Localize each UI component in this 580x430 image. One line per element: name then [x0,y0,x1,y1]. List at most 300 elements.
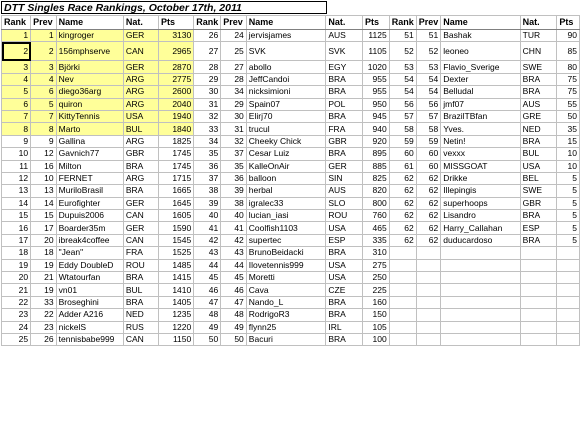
empty-cell[interactable] [520,272,557,284]
cell-rank[interactable]: 19 [2,259,31,271]
cell-pts[interactable]: 1525 [159,247,194,259]
cell-rank[interactable]: 36 [194,160,221,172]
cell-pts[interactable]: 1485 [159,259,194,271]
cell-prev[interactable]: 30 [221,110,247,122]
cell-rank[interactable]: 29 [194,73,221,85]
cell-pts[interactable]: 940 [362,123,389,135]
cell-rank[interactable]: 42 [194,234,221,246]
cell-nat[interactable]: CHN [520,42,557,61]
cell-prev[interactable]: 37 [221,148,247,160]
empty-cell[interactable] [441,284,520,296]
cell-name[interactable]: jervisjames [246,30,326,42]
cell-name[interactable]: KalleOnAir [246,160,326,172]
cell-prev[interactable]: 54 [416,73,441,85]
cell-name[interactable]: Bacuri [246,333,326,345]
cell-nat[interactable]: BRA [520,73,557,85]
cell-prev[interactable]: 59 [416,135,441,147]
cell-rank[interactable]: 33 [194,123,221,135]
header-name[interactable]: Name [441,16,520,30]
cell-rank[interactable]: 12 [2,172,31,184]
cell-prev[interactable]: 52 [416,42,441,61]
empty-cell[interactable] [441,259,520,271]
cell-pts[interactable]: 1545 [159,234,194,246]
cell-name[interactable]: MISSGOAT [441,160,520,172]
cell-nat[interactable]: ROU [326,210,363,222]
cell-nat[interactable]: AUS [326,30,363,42]
cell-name[interactable]: Flavio_Sverige [441,61,520,73]
cell-rank[interactable]: 9 [2,135,31,147]
cell-prev[interactable]: 1 [31,30,57,42]
cell-pts[interactable]: 2040 [159,98,194,110]
cell-nat[interactable]: AUS [520,98,557,110]
cell-prev[interactable]: 62 [416,172,441,184]
cell-name[interactable]: trucul [246,123,326,135]
cell-prev[interactable]: 49 [221,321,247,333]
cell-name[interactable]: Eurofighter [56,197,123,209]
cell-pts[interactable]: 105 [362,321,389,333]
cell-pts[interactable]: 55 [557,98,580,110]
cell-pts[interactable]: 35 [557,123,580,135]
cell-pts[interactable]: 1605 [159,210,194,222]
cell-rank[interactable]: 62 [389,222,416,234]
cell-nat[interactable]: SWE [520,185,557,197]
empty-cell[interactable] [416,333,441,345]
cell-pts[interactable]: 1745 [159,160,194,172]
cell-name[interactable]: Belludal [441,86,520,98]
cell-pts[interactable]: 50 [557,110,580,122]
cell-name[interactable]: BrazilTBfan [441,110,520,122]
cell-name[interactable]: Björki [56,61,123,73]
cell-pts[interactable]: 5 [557,222,580,234]
cell-prev[interactable]: 9 [31,135,57,147]
cell-name[interactable]: jmf07 [441,98,520,110]
cell-name[interactable]: vn01 [56,284,123,296]
cell-prev[interactable]: 13 [31,185,57,197]
cell-nat[interactable]: ARG [123,135,158,147]
cell-prev[interactable]: 51 [416,30,441,42]
cell-name[interactable]: Yves. [441,123,520,135]
cell-prev[interactable]: 12 [31,148,57,160]
empty-cell[interactable] [520,284,557,296]
empty-cell[interactable] [557,284,580,296]
cell-nat[interactable]: AUS [326,185,363,197]
cell-rank[interactable]: 48 [194,309,221,321]
cell-nat[interactable]: GER [123,197,158,209]
cell-pts[interactable]: 1125 [362,30,389,42]
cell-prev[interactable]: 26 [31,333,57,345]
cell-rank[interactable]: 41 [194,222,221,234]
cell-pts[interactable]: 310 [362,247,389,259]
cell-rank[interactable]: 3 [2,61,31,73]
cell-prev[interactable]: 4 [31,73,57,85]
cell-rank[interactable]: 51 [389,30,416,42]
cell-name[interactable]: kingroger [56,30,123,42]
cell-prev[interactable]: 15 [31,210,57,222]
cell-rank[interactable]: 17 [2,234,31,246]
cell-name[interactable]: duducardoso [441,234,520,246]
cell-pts[interactable]: 3130 [159,30,194,42]
cell-rank[interactable]: 11 [2,160,31,172]
cell-pts[interactable]: 1020 [362,61,389,73]
empty-cell[interactable] [441,333,520,345]
cell-name[interactable]: supertec [246,234,326,246]
cell-nat[interactable]: BEL [520,172,557,184]
cell-prev[interactable]: 62 [416,222,441,234]
cell-prev[interactable]: 62 [416,234,441,246]
empty-cell[interactable] [520,309,557,321]
cell-name[interactable]: Cesar Luiz [246,148,326,160]
cell-pts[interactable]: 225 [362,284,389,296]
cell-rank[interactable]: 49 [194,321,221,333]
header-prev[interactable]: Prev [416,16,441,30]
cell-pts[interactable]: 5 [557,197,580,209]
empty-cell[interactable] [557,259,580,271]
cell-rank[interactable]: 40 [194,210,221,222]
cell-name[interactable]: Gallina [56,135,123,147]
cell-name[interactable]: Spain07 [246,98,326,110]
cell-name[interactable]: BrunoBeidacki [246,247,326,259]
cell-prev[interactable]: 34 [221,86,247,98]
cell-rank[interactable]: 35 [194,148,221,160]
cell-name[interactable]: abollo [246,61,326,73]
cell-nat[interactable]: GBR [123,148,158,160]
cell-name[interactable]: ibreak4coffee [56,234,123,246]
empty-cell[interactable] [389,272,416,284]
cell-prev[interactable]: 17 [31,222,57,234]
cell-nat[interactable]: GER [123,30,158,42]
cell-pts[interactable]: 75 [557,86,580,98]
cell-prev[interactable]: 46 [221,284,247,296]
header-name[interactable]: Name [246,16,326,30]
cell-prev[interactable]: 33 [31,296,57,308]
cell-name[interactable]: 156mphserve [56,42,123,61]
cell-rank[interactable]: 62 [389,234,416,246]
cell-nat[interactable]: BRA [326,309,363,321]
cell-pts[interactable]: 1715 [159,172,194,184]
empty-cell[interactable] [557,321,580,333]
cell-pts[interactable]: 80 [557,61,580,73]
cell-rank[interactable]: 39 [194,197,221,209]
empty-cell[interactable] [416,272,441,284]
cell-nat[interactable]: BRA [520,210,557,222]
cell-rank[interactable]: 26 [194,30,221,42]
cell-prev[interactable]: 48 [221,309,247,321]
cell-name[interactable]: Wtatourfan [56,272,123,284]
cell-name[interactable]: Marto [56,123,123,135]
cell-nat[interactable]: IRL [326,321,363,333]
cell-prev[interactable]: 31 [221,123,247,135]
cell-prev[interactable]: 56 [416,98,441,110]
cell-rank[interactable]: 23 [2,309,31,321]
cell-name[interactable]: Dexter [441,73,520,85]
cell-pts[interactable]: 1410 [159,284,194,296]
cell-nat[interactable]: ARG [123,172,158,184]
header-rank[interactable]: Rank [194,16,221,30]
cell-rank[interactable]: 8 [2,123,31,135]
cell-name[interactable]: superhoops [441,197,520,209]
cell-prev[interactable]: 20 [31,234,57,246]
cell-name[interactable]: tennisbabe999 [56,333,123,345]
cell-rank[interactable]: 50 [194,333,221,345]
cell-rank[interactable]: 32 [194,110,221,122]
cell-pts[interactable]: 2965 [159,42,194,61]
cell-pts[interactable]: 895 [362,148,389,160]
empty-cell[interactable] [389,284,416,296]
cell-pts[interactable]: 1825 [159,135,194,147]
cell-prev[interactable]: 42 [221,234,247,246]
cell-prev[interactable]: 54 [416,86,441,98]
cell-rank[interactable]: 43 [194,247,221,259]
cell-rank[interactable]: 31 [194,98,221,110]
cell-nat[interactable]: BRA [123,185,158,197]
cell-rank[interactable]: 16 [2,222,31,234]
cell-rank[interactable]: 62 [389,185,416,197]
cell-rank[interactable]: 54 [389,73,416,85]
cell-rank[interactable]: 10 [2,148,31,160]
empty-cell[interactable] [389,247,416,259]
cell-prev[interactable]: 44 [221,259,247,271]
cell-rank[interactable]: 25 [2,333,31,345]
cell-rank[interactable]: 27 [194,42,221,61]
header-pts[interactable]: Pts [159,16,194,30]
empty-cell[interactable] [416,259,441,271]
cell-prev[interactable]: 38 [221,197,247,209]
cell-nat[interactable]: BRA [326,110,363,122]
empty-cell[interactable] [520,296,557,308]
cell-pts[interactable]: 10 [557,148,580,160]
cell-name[interactable]: FERNET [56,172,123,184]
empty-cell[interactable] [416,321,441,333]
cell-pts[interactable]: 5 [557,210,580,222]
cell-rank[interactable]: 4 [2,73,31,85]
cell-rank[interactable]: 1 [2,30,31,42]
cell-nat[interactable]: GER [326,160,363,172]
cell-name[interactable]: leoneo [441,42,520,61]
cell-nat[interactable]: NED [520,123,557,135]
cell-prev[interactable]: 57 [416,110,441,122]
cell-nat[interactable]: BRA [520,135,557,147]
empty-cell[interactable] [557,296,580,308]
empty-cell[interactable] [416,309,441,321]
cell-pts[interactable]: 250 [362,272,389,284]
cell-rank[interactable]: 61 [389,160,416,172]
cell-name[interactable]: Drikke [441,172,520,184]
cell-name[interactable]: diego36arg [56,86,123,98]
cell-nat[interactable]: ESP [520,222,557,234]
empty-cell[interactable] [389,296,416,308]
cell-nat[interactable]: ARG [123,73,158,85]
cell-nat[interactable]: ARG [123,86,158,98]
cell-name[interactable]: Milton [56,160,123,172]
header-prev[interactable]: Prev [31,16,57,30]
cell-pts[interactable]: 275 [362,259,389,271]
empty-cell[interactable] [441,272,520,284]
cell-prev[interactable]: 36 [221,172,247,184]
cell-name[interactable]: Broseghini [56,296,123,308]
cell-nat[interactable]: CAN [123,234,158,246]
cell-pts[interactable]: 945 [362,110,389,122]
cell-nat[interactable]: BUL [123,284,158,296]
cell-rank[interactable]: 5 [2,86,31,98]
cell-rank[interactable]: 46 [194,284,221,296]
cell-prev[interactable]: 19 [31,284,57,296]
cell-prev[interactable]: 41 [221,222,247,234]
empty-cell[interactable] [441,296,520,308]
cell-nat[interactable]: BRA [520,86,557,98]
cell-prev[interactable]: 40 [221,210,247,222]
cell-nat[interactable]: BRA [123,272,158,284]
cell-prev[interactable]: 32 [221,135,247,147]
cell-pts[interactable]: 2775 [159,73,194,85]
cell-prev[interactable]: 22 [31,309,57,321]
cell-pts[interactable]: 1235 [159,309,194,321]
cell-nat[interactable]: CZE [326,284,363,296]
cell-nat[interactable]: BRA [326,86,363,98]
cell-prev[interactable]: 23 [31,321,57,333]
cell-prev[interactable]: 19 [31,259,57,271]
cell-prev[interactable]: 62 [416,210,441,222]
cell-nat[interactable]: BRA [520,234,557,246]
cell-name[interactable]: balloon [246,172,326,184]
cell-name[interactable]: RodrigoR3 [246,309,326,321]
cell-nat[interactable]: ARG [123,98,158,110]
cell-rank[interactable]: 7 [2,110,31,122]
empty-cell[interactable] [441,321,520,333]
cell-prev[interactable]: 50 [221,333,247,345]
cell-prev[interactable]: 29 [221,98,247,110]
cell-name[interactable]: Eddy DoubleD [56,259,123,271]
cell-rank[interactable]: 62 [389,210,416,222]
cell-pts[interactable]: 1415 [159,272,194,284]
cell-nat[interactable]: BRA [123,160,158,172]
header-name[interactable]: Name [56,16,123,30]
cell-name[interactable]: Boarder35m [56,222,123,234]
cell-pts[interactable]: 920 [362,135,389,147]
cell-rank[interactable]: 6 [2,98,31,110]
empty-cell[interactable] [389,259,416,271]
cell-nat[interactable]: ROU [123,259,158,271]
cell-prev[interactable]: 39 [221,185,247,197]
cell-name[interactable]: Netin! [441,135,520,147]
cell-nat[interactable]: BRA [326,73,363,85]
cell-nat[interactable]: NED [123,309,158,321]
cell-prev[interactable]: 16 [31,160,57,172]
cell-prev[interactable]: 6 [31,86,57,98]
cell-pts[interactable]: 1150 [159,333,194,345]
cell-prev[interactable]: 35 [221,160,247,172]
cell-nat[interactable]: SWE [520,61,557,73]
empty-cell[interactable] [520,259,557,271]
empty-cell[interactable] [520,321,557,333]
cell-rank[interactable]: 22 [2,296,31,308]
cell-rank[interactable]: 62 [389,172,416,184]
cell-pts[interactable]: 1405 [159,296,194,308]
cell-pts[interactable]: 5 [557,172,580,184]
cell-nat[interactable]: RUS [123,321,158,333]
cell-prev[interactable]: 60 [416,148,441,160]
cell-rank[interactable]: 37 [194,172,221,184]
empty-cell[interactable] [557,272,580,284]
cell-pts[interactable]: 955 [362,86,389,98]
cell-name[interactable]: Gavnich77 [56,148,123,160]
empty-cell[interactable] [416,284,441,296]
cell-nat[interactable]: GBR [520,197,557,209]
empty-cell[interactable] [557,333,580,345]
cell-prev[interactable]: 24 [221,30,247,42]
cell-nat[interactable]: GBR [326,135,363,147]
empty-cell[interactable] [557,247,580,259]
cell-name[interactable]: flynn25 [246,321,326,333]
cell-pts[interactable]: 150 [362,309,389,321]
cell-rank[interactable]: 15 [2,210,31,222]
cell-prev[interactable]: 3 [31,61,57,73]
cell-nat[interactable]: SLO [326,197,363,209]
cell-pts[interactable]: 1840 [159,123,194,135]
cell-rank[interactable]: 54 [389,86,416,98]
cell-nat[interactable]: GRE [520,110,557,122]
cell-name[interactable]: lucian_iasi [246,210,326,222]
cell-nat[interactable]: BUL [123,123,158,135]
cell-name[interactable]: Cava [246,284,326,296]
cell-name[interactable]: Elirj70 [246,110,326,122]
cell-rank[interactable]: 34 [194,135,221,147]
cell-nat[interactable]: BRA [326,148,363,160]
cell-rank[interactable]: 38 [194,185,221,197]
cell-rank[interactable]: 45 [194,272,221,284]
empty-cell[interactable] [441,247,520,259]
header-prev[interactable]: Prev [221,16,247,30]
cell-pts[interactable]: 2600 [159,86,194,98]
cell-prev[interactable]: 14 [31,197,57,209]
header-rank[interactable]: Rank [389,16,416,30]
cell-name[interactable]: Moretti [246,272,326,284]
header-nat[interactable]: Nat. [123,16,158,30]
cell-pts[interactable]: 85 [557,42,580,61]
cell-pts[interactable]: 5 [557,234,580,246]
cell-nat[interactable]: TUR [520,30,557,42]
cell-nat[interactable]: GER [123,222,158,234]
cell-pts[interactable]: 1220 [159,321,194,333]
cell-nat[interactable]: FRA [123,247,158,259]
empty-cell[interactable] [520,247,557,259]
cell-nat[interactable]: USA [326,272,363,284]
cell-name[interactable]: Harry_Callahan [441,222,520,234]
cell-prev[interactable]: 25 [221,42,247,61]
cell-rank[interactable]: 53 [389,61,416,73]
cell-rank[interactable]: 2 [2,42,31,61]
cell-nat[interactable]: POL [326,98,363,110]
cell-prev[interactable]: 8 [31,123,57,135]
cell-pts[interactable]: 885 [362,160,389,172]
cell-nat[interactable]: ESP [326,234,363,246]
cell-name[interactable]: vexxx [441,148,520,160]
cell-prev[interactable]: 5 [31,98,57,110]
cell-pts[interactable]: 5 [557,185,580,197]
cell-name[interactable]: "Jean" [56,247,123,259]
cell-prev[interactable]: 53 [416,61,441,73]
cell-prev[interactable]: 58 [416,123,441,135]
cell-nat[interactable]: GER [123,61,158,73]
cell-prev[interactable]: 21 [31,272,57,284]
cell-rank[interactable]: 13 [2,185,31,197]
empty-cell[interactable] [389,333,416,345]
cell-nat[interactable]: CAN [123,333,158,345]
cell-rank[interactable]: 62 [389,197,416,209]
cell-prev[interactable]: 45 [221,272,247,284]
cell-prev[interactable]: 62 [416,185,441,197]
cell-nat[interactable]: BUL [520,148,557,160]
cell-nat[interactable]: BRA [326,247,363,259]
